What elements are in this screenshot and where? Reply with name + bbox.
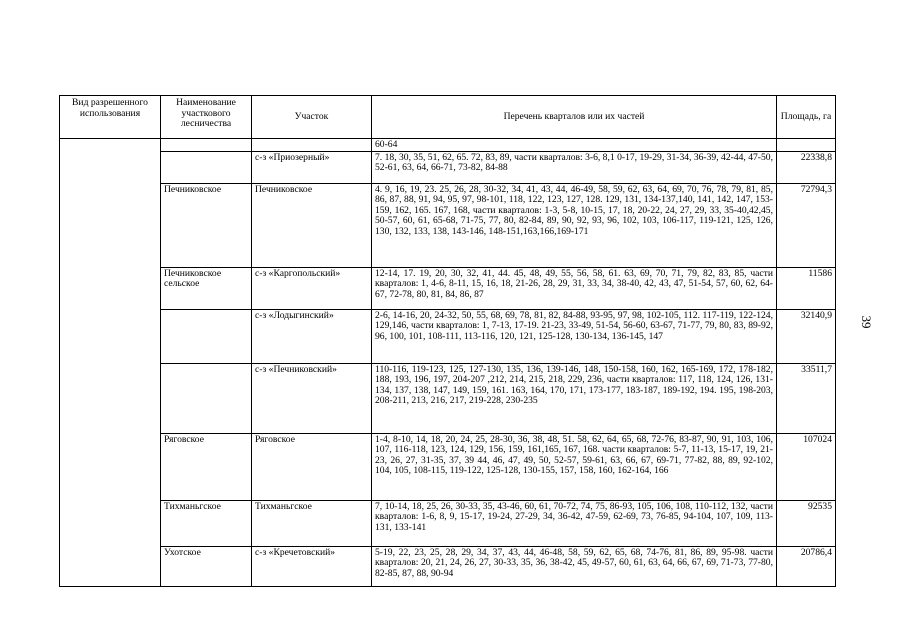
- district-cell: Тихманьгское: [161, 500, 252, 546]
- forest-quarters-table: [59, 95, 836, 587]
- quarters-cell: 7. 18, 30, 35, 51, 62, 65. 72, 83, 89, части кварталов: 3-6, 8,1 0-17, 19-29, 31-34, 36-39, 42-44, 47-50, 52-61, 63, 64, 66-71, 73-82, 84-88: [372, 151, 777, 183]
- area-cell: 33511,7: [777, 363, 836, 433]
- table-row: [60, 183, 836, 267]
- district-cell: Печниковское: [161, 183, 252, 267]
- district-cell: [161, 139, 252, 152]
- page-number: 39: [859, 315, 874, 329]
- district-cell: [161, 363, 252, 433]
- header-section: Участок: [252, 96, 372, 139]
- quarters-cell: 60-64: [372, 139, 777, 152]
- area-cell: 92535: [777, 500, 836, 546]
- district-cell: Ряговское: [161, 433, 252, 500]
- table-row: [60, 139, 836, 152]
- table-header-row: [60, 96, 836, 139]
- area-cell: 107024: [777, 433, 836, 500]
- quarters-cell: 2-6, 14-16, 20, 24-32, 50, 55, 68, 69, 78, 81, 82, 84-88, 93-95, 97, 98, 102-105, 112. 117-119, 122-124, 129,146, части кварталов: 1, 7-13, 17-19. 21-23, 33-49, 51-54, 56-60, 63-67, 71-77, 79, 80, 83, 89-92, 96, 100, 101, 108-111, 113-116, 120, 121, 125-128, 130-134, 136-145, 147: [372, 309, 777, 363]
- use-type-cell: [60, 139, 161, 587]
- district-cell: Ухотское: [161, 546, 252, 586]
- table-row: [60, 500, 836, 546]
- area-cell: 20786,4: [777, 546, 836, 586]
- section-cell: Печниковское: [252, 183, 372, 267]
- quarters-cell: 1-4, 8-10, 14, 18, 20, 24, 25, 28-30, 36, 38, 48, 51. 58, 62, 64, 65, 68, 72-76, 83-87, 90, 91, 103, 106, 107, 116-118, 123, 124, 129, 156, 159, 161,165, 167, 168. части кварталов: 5-7, 11-13, 15-17, 19, 21-23, 26, 27, 31-35, 37, 39 44, 46, 47, 49, 50, 52-57, 59-61, 63, 66, 67, 69-71, 77-82, 88, 89, 92-102, 104, 105, 108-115, 119-122, 125-128, 130-155, 157, 158, 160, 162-164, 166: [372, 433, 777, 500]
- header-use-type: Вид разрешенного использования: [60, 96, 161, 139]
- area-cell: [777, 139, 836, 152]
- district-cell: [161, 151, 252, 183]
- district-cell: [161, 309, 252, 363]
- quarters-cell: 110-116, 119-123, 125, 127-130, 135, 136, 139-146, 148, 150-158, 160, 162, 165-169, 172, 178-182, 188, 193, 196, 197, 204-207 ,212, 214, 215, 218, 229, 236, части кварталов: 117, 118, 124, 126, 131-134, 137, 138, 147, 149, 159, 161. 163, 164, 170, 171, 173-177, 183-187, 189-192, 194. 195, 198-203, 208-211, 213, 216, 217, 219-228, 230-235: [372, 363, 777, 433]
- area-cell: 22338,8: [777, 151, 836, 183]
- section-cell: с-з «Печниковский»: [252, 363, 372, 433]
- table-row: [60, 546, 836, 586]
- table-row: [60, 363, 836, 433]
- area-cell: 72794,3: [777, 183, 836, 267]
- quarters-cell: 4. 9, 16, 19, 23. 25, 26, 28, 30-32, 34, 41, 43, 44, 46-49, 58, 59, 62, 63, 64, 69, 70, 76, 78, 79, 81, 85, 86, 87, 88, 91, 94, 95, 97, 98-101, 118, 122, 123, 127, 128. 129, 131, 134-137,140, 141, 142, 147, 153-159, 162, 165. 167, 168, части кварталов: 1-3, 5-8, 10-15, 17, 18, 20-22, 24, 27, 29, 33, 35-40,42,45, 50-57, 60, 61, 65-68, 71-75, 77, 80, 82-84, 89, 90, 92, 93, 96, 102, 103, 106-117, 119-121, 125, 126, 130, 132, 133, 138, 143-146, 148-151,163,166,169-171: [372, 183, 777, 267]
- area-cell: 32140,9: [777, 309, 836, 363]
- header-quarters: Перечень кварталов или их частей: [372, 96, 777, 139]
- section-cell: [252, 139, 372, 152]
- section-cell: с-з «Кречетовский»: [252, 546, 372, 586]
- table-row: [60, 151, 836, 183]
- section-cell: с-з «Приозерный»: [252, 151, 372, 183]
- quarters-cell: 12-14, 17. 19, 20, 30, 32, 41, 44. 45, 48, 49, 55, 56, 58, 61. 63, 69, 70, 71, 79, 82, 83, 85, части кварталов: 1, 4-6, 8-11, 15, 16, 18, 21-26, 28, 29, 31, 33, 34, 38-40, 42, 43, 47, 51-54, 57, 60, 62, 64-67, 72-78, 80, 81, 84, 86, 87: [372, 267, 777, 309]
- district-cell: Печниковское сельское: [161, 267, 252, 309]
- quarters-cell: 7, 10-14, 18, 25, 26, 30-33, 35, 43-46, 60, 61, 70-72, 74, 75, 86-93, 105, 106, 108, 110-112, 132, части кварталов: 1-6, 8, 9, 15-17, 19-24, 27-29, 34, 36-42, 47-59, 62-69, 73, 76-85, 94-104, 107, 109, 113-131, 133-141: [372, 500, 777, 546]
- area-cell: 11586: [777, 267, 836, 309]
- header-area: Площадь, га: [777, 96, 836, 139]
- section-cell: Ряговское: [252, 433, 372, 500]
- table-row: [60, 267, 836, 309]
- header-district: Наименование участкового лесничества: [161, 96, 252, 139]
- table-row: [60, 309, 836, 363]
- section-cell: с-з «Каргопольский»: [252, 267, 372, 309]
- quarters-cell: 5-19, 22, 23, 25, 28, 29, 34, 37, 43, 44, 46-48, 58, 59, 62, 65, 68, 74-76, 81, 86, 89, 95-98. части кварталов: 20, 21, 24, 26, 27, 30-33, 35, 36, 38-42, 45, 49-57, 60, 61, 63, 64, 66, 67, 69, 71-73, 77-80, 82-85, 87, 88, 90-94: [372, 546, 777, 586]
- table-row: [60, 433, 836, 500]
- section-cell: Тихманьгское: [252, 500, 372, 546]
- section-cell: с-з «Лодыгинский»: [252, 309, 372, 363]
